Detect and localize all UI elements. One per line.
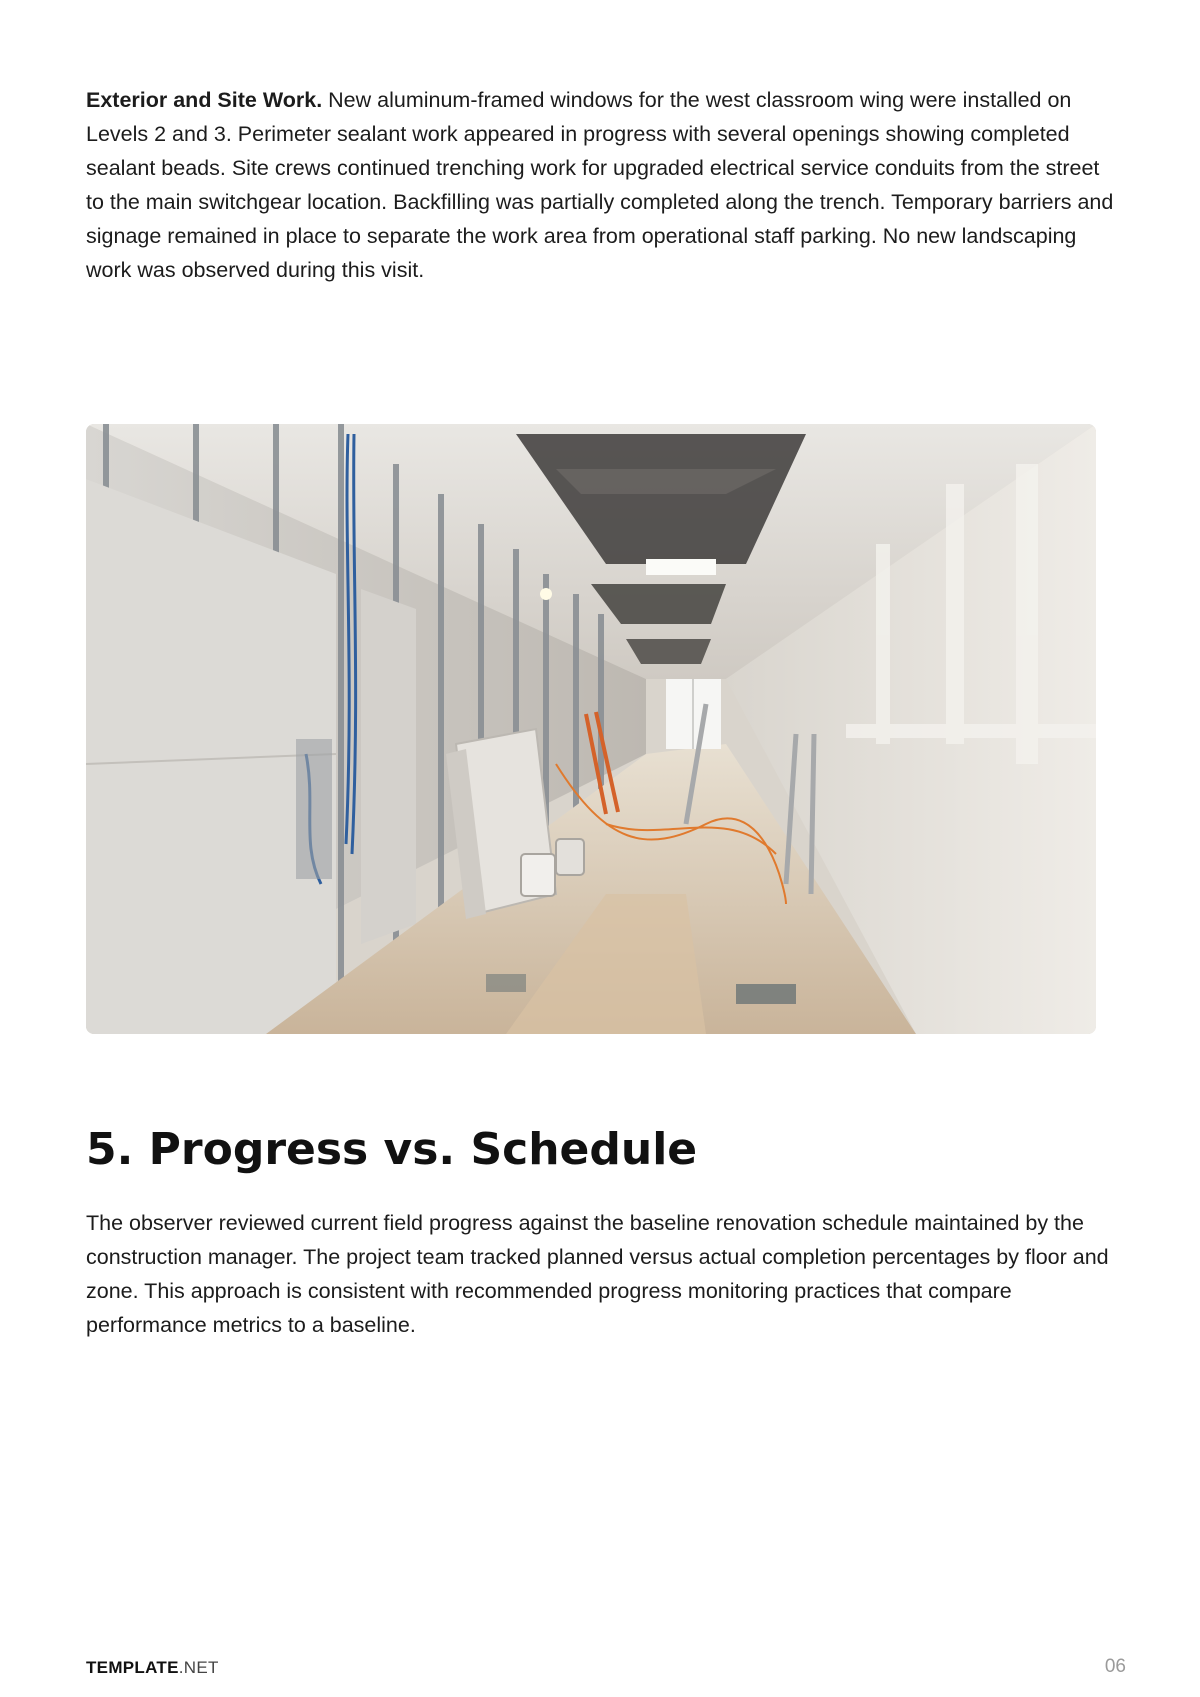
brand-bold-text: TEMPLATE bbox=[86, 1658, 179, 1677]
page-number: 06 bbox=[1104, 1656, 1126, 1677]
exterior-site-work-paragraph bbox=[86, 83, 1116, 287]
paragraph-lead: Exterior and Site Work. bbox=[86, 88, 323, 112]
brand-domain-text: .NET bbox=[178, 1658, 219, 1677]
section-heading: 5. Progress vs. Schedule bbox=[86, 1124, 698, 1175]
corridor-construction-photo bbox=[86, 424, 1096, 1034]
footer-brand-logo bbox=[86, 1658, 219, 1678]
paragraph-body: New aluminum-framed windows for the west classroom wing were installed on Levels 2 and 3. Perimeter sealant work appeared in progress with several openings showing completed sealant beads. Site crews continued trenching work for upgraded electrical service conduits from the street to the main switchgear location. Backfilling was partially completed along the trench. Temporary barriers and signage remained in place to separate the work area from operational staff parking. No new landscaping work was observed during this visit. bbox=[86, 88, 1114, 282]
progress-schedule-paragraph: The observer reviewed current field progress against the baseline renovation schedule maintained by the construction manager. The project team tracked planned versus actual completion percentages by floor and zone. This approach is consistent with recommended progress monitoring practices that compare performance metrics to a baseline. bbox=[86, 1211, 1109, 1337]
